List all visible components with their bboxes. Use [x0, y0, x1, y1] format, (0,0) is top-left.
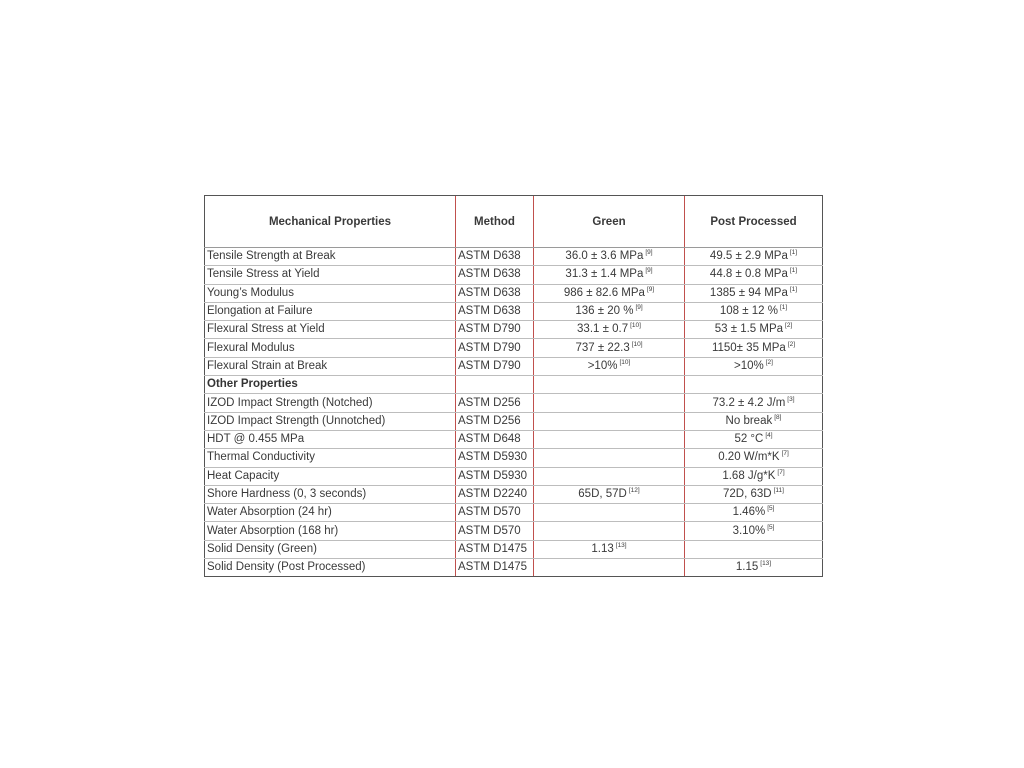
reference-note: [2] — [787, 340, 796, 348]
post-processed-value-cell — [685, 522, 823, 540]
green-value-cell — [534, 449, 685, 467]
test-method: ASTM D1475 — [456, 559, 534, 577]
test-method: ASTM D638 — [456, 248, 534, 266]
post-processed-value: 3.10% — [732, 524, 766, 537]
property-name: Water Absorption (168 hr) — [205, 522, 456, 540]
property-name: Water Absorption (24 hr) — [205, 504, 456, 522]
test-method: ASTM D1475 — [456, 540, 534, 558]
table-row — [205, 559, 823, 577]
green-value: 31.3 ± 1.4 MPa — [565, 268, 644, 281]
property-name: HDT @ 0.455 MPa — [205, 430, 456, 448]
post-processed-value-cell — [685, 449, 823, 467]
reference-note: [2] — [785, 322, 793, 330]
reference-note: [1] — [789, 249, 798, 257]
property-name: Flexural Strain at Break — [205, 357, 456, 375]
post-processed-value: 53 ± 1.5 MPa — [714, 323, 784, 336]
test-method: ASTM D790 — [456, 321, 534, 339]
test-method: ASTM D256 — [456, 394, 534, 412]
property-name: IZOD Impact Strength (Notched) — [205, 394, 456, 412]
post-processed-value: 1150± 35 MPa — [711, 341, 786, 354]
post-processed-value-cell — [685, 248, 823, 266]
green-value-cell — [534, 485, 685, 503]
post-processed-value: 44.8 ± 0.8 MPa — [709, 268, 788, 281]
header-mechanical-properties: Mechanical Properties — [205, 196, 456, 248]
post-processed-value-cell — [685, 266, 823, 284]
test-method: ASTM D638 — [456, 302, 534, 320]
test-method: ASTM D638 — [456, 266, 534, 284]
reference-note: [7] — [781, 450, 789, 458]
post-processed-value-cell — [685, 302, 823, 320]
post-processed-value: 1.68 J/g*K — [722, 469, 776, 482]
reference-note: [10] — [630, 322, 641, 330]
test-method: ASTM D570 — [456, 504, 534, 522]
post-processed-value-cell — [685, 485, 823, 503]
reference-note: [11] — [773, 487, 784, 494]
post-processed-value-cell — [685, 321, 823, 339]
post-processed-value: 73.2 ± 4.2 J/m — [712, 396, 786, 409]
post-processed-value-cell — [685, 559, 823, 577]
green-value-cell — [534, 248, 685, 266]
post-processed-value-cell — [685, 412, 823, 430]
green-value-cell — [534, 266, 685, 284]
header-green: Green — [534, 196, 685, 248]
test-method: ASTM D790 — [456, 357, 534, 375]
header-method: Method — [456, 196, 534, 248]
test-method: ASTM D2240 — [456, 485, 534, 503]
reference-note: [7] — [777, 468, 785, 476]
test-method: ASTM D5930 — [456, 449, 534, 467]
table-row — [205, 467, 823, 485]
reference-note: [1] — [789, 285, 798, 293]
reference-note: [9] — [646, 285, 655, 293]
post-processed-value-cell — [685, 430, 823, 448]
table-row — [205, 540, 823, 558]
green-value-cell — [534, 412, 685, 430]
green-value-cell — [534, 376, 685, 394]
reference-note: [12] — [628, 487, 640, 494]
table-row — [205, 449, 823, 467]
post-processed-value-cell — [685, 284, 823, 302]
post-processed-value: No break — [725, 414, 773, 427]
table-row — [205, 430, 823, 448]
post-processed-value-cell — [685, 540, 823, 558]
table-row — [205, 248, 823, 266]
table-row — [205, 394, 823, 412]
green-value-cell — [534, 339, 685, 357]
test-method: ASTM D570 — [456, 522, 534, 540]
reference-note: [9] — [645, 249, 653, 257]
post-processed-value: 1385 ± 94 MPa — [709, 286, 788, 299]
table-row — [205, 485, 823, 503]
green-value-cell — [534, 430, 685, 448]
reference-note: [10] — [631, 340, 643, 348]
green-value: >10% — [587, 359, 618, 372]
post-processed-value: 52 °C — [734, 433, 764, 446]
green-value-cell — [534, 321, 685, 339]
reference-note: [10] — [619, 358, 631, 366]
post-processed-value-cell — [685, 339, 823, 357]
green-value-cell — [534, 394, 685, 412]
green-value-cell — [534, 284, 685, 302]
property-name: Elongation at Failure — [205, 302, 456, 320]
green-value: 737 ± 22.3 — [575, 341, 630, 354]
green-value-cell — [534, 504, 685, 522]
property-name: Flexural Modulus — [205, 339, 456, 357]
post-processed-value-cell — [685, 394, 823, 412]
reference-note: [1] — [779, 304, 788, 312]
table-row — [205, 412, 823, 430]
section-title: Other Properties — [205, 376, 456, 394]
property-name: IZOD Impact Strength (Unnotched) — [205, 412, 456, 430]
test-method: ASTM D256 — [456, 412, 534, 430]
property-name: Tensile Stress at Yield — [205, 266, 456, 284]
green-value: 136 ± 20 % — [575, 305, 634, 318]
green-value: 986 ± 82.6 MPa — [563, 286, 645, 299]
reference-note: [5] — [767, 505, 775, 513]
green-value: 33.1 ± 0.7 — [577, 323, 629, 336]
reference-note: [3] — [787, 395, 795, 403]
section-row — [205, 376, 823, 394]
reference-note: [8] — [774, 413, 782, 421]
reference-note: [13] — [760, 560, 772, 568]
table-row — [205, 522, 823, 540]
table-row — [205, 504, 823, 522]
properties-table — [204, 195, 823, 577]
green-value: 1.13 — [591, 542, 614, 555]
table-row — [205, 339, 823, 357]
green-value-cell — [534, 522, 685, 540]
property-name: Solid Density (Post Processed) — [205, 559, 456, 577]
property-name: Young’s Modulus — [205, 284, 456, 302]
table-row — [205, 284, 823, 302]
green-value-cell — [534, 357, 685, 375]
property-name: Flexural Stress at Yield — [205, 321, 456, 339]
test-method: ASTM D638 — [456, 284, 534, 302]
post-processed-value-cell — [685, 376, 823, 394]
post-processed-value: 1.46% — [732, 506, 766, 519]
reference-note: [1] — [789, 267, 798, 275]
reference-note: [5] — [767, 523, 775, 531]
post-processed-value-cell — [685, 357, 823, 375]
test-method: ASTM D648 — [456, 430, 534, 448]
table-header — [205, 196, 823, 248]
post-processed-value: 1.15 — [735, 561, 759, 574]
post-processed-value-cell — [685, 504, 823, 522]
test-method: ASTM D5930 — [456, 467, 534, 485]
post-processed-value-cell — [685, 467, 823, 485]
header-post-processed: Post Processed — [685, 196, 823, 248]
table-row — [205, 357, 823, 375]
table-row — [205, 266, 823, 284]
header-row — [205, 196, 823, 248]
table-row — [205, 321, 823, 339]
post-processed-value: >10% — [734, 359, 764, 372]
green-value-cell — [534, 540, 685, 558]
reference-note: [4] — [765, 432, 773, 440]
test-method: ASTM D790 — [456, 339, 534, 357]
property-name: Shore Hardness (0, 3 seconds) — [205, 485, 456, 503]
green-value-cell — [534, 302, 685, 320]
table-body — [205, 248, 823, 577]
green-value-cell — [534, 467, 685, 485]
reference-note: [9] — [635, 304, 643, 312]
green-value: 36.0 ± 3.6 MPa — [565, 250, 644, 263]
property-name: Solid Density (Green) — [205, 540, 456, 558]
reference-note: [9] — [645, 267, 653, 275]
property-name: Tensile Strength at Break — [205, 248, 456, 266]
green-value: 65D, 57D — [578, 488, 627, 500]
reference-note: [2] — [765, 358, 773, 366]
post-processed-value: 0.20 W/m*K — [718, 451, 780, 464]
green-value-cell — [534, 559, 685, 577]
post-processed-value: 108 ± 12 % — [719, 305, 778, 318]
reference-note: [13] — [615, 541, 627, 549]
table-row — [205, 302, 823, 320]
property-name: Thermal Conductivity — [205, 449, 456, 467]
post-processed-value: 72D, 63D — [723, 488, 772, 500]
post-processed-value: 49.5 ± 2.9 MPa — [709, 250, 788, 263]
property-name: Heat Capacity — [205, 467, 456, 485]
test-method — [456, 376, 534, 394]
